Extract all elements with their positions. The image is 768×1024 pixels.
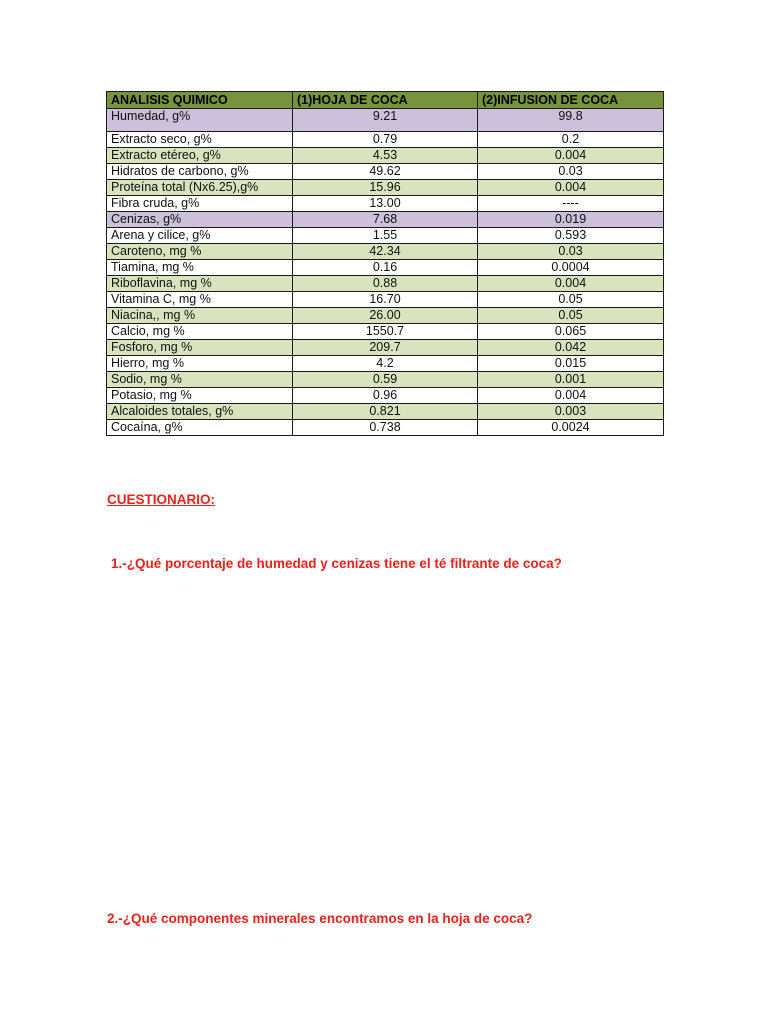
cell-infusion: 0.019 [478, 212, 664, 228]
cell-analisis: Niacina,, mg % [107, 308, 293, 324]
cell-hoja: 4.2 [293, 356, 478, 372]
table-row [107, 148, 664, 164]
cell-analisis: Arena y cilice, g% [107, 228, 293, 244]
cell-analisis: Fosforo, mg % [107, 340, 293, 356]
table-row [107, 260, 664, 276]
cell-infusion: 0.015 [478, 356, 664, 372]
cell-analisis: Humedad, g% [107, 109, 293, 132]
question-2: 2.-¿Qué componentes minerales encontramos en la hoja de coca? [107, 911, 533, 926]
cuestionario-heading: CUESTIONARIO: [107, 492, 215, 507]
cell-analisis: Hidratos de carbono, g% [107, 164, 293, 180]
table-row [107, 372, 664, 388]
cell-analisis: Sodio, mg % [107, 372, 293, 388]
table-row [107, 404, 664, 420]
table-row [107, 324, 664, 340]
cell-hoja: 4.53 [293, 148, 478, 164]
cell-hoja: 15.96 [293, 180, 478, 196]
table-row [107, 276, 664, 292]
table-header-row [107, 92, 664, 109]
cell-infusion: 0.03 [478, 164, 664, 180]
cell-hoja: 42.34 [293, 244, 478, 260]
cell-infusion: 0.004 [478, 180, 664, 196]
cell-hoja: 0.738 [293, 420, 478, 436]
cell-hoja: 49.62 [293, 164, 478, 180]
header-hoja: (1)HOJA DE COCA [293, 92, 478, 109]
table-row [107, 244, 664, 260]
cell-analisis: Potasio, mg % [107, 388, 293, 404]
cell-hoja: 0.96 [293, 388, 478, 404]
cell-infusion: 0.0024 [478, 420, 664, 436]
cell-hoja: 209.7 [293, 340, 478, 356]
table-row [107, 212, 664, 228]
cell-infusion: 0.05 [478, 292, 664, 308]
table-row [107, 228, 664, 244]
cell-infusion: 0.004 [478, 388, 664, 404]
cell-infusion: 0.2 [478, 132, 664, 148]
table-row [107, 292, 664, 308]
cell-hoja: 0.79 [293, 132, 478, 148]
cell-analisis: Caroteno, mg % [107, 244, 293, 260]
cell-hoja: 0.821 [293, 404, 478, 420]
table-row [107, 132, 664, 148]
cell-analisis: Hierro, mg % [107, 356, 293, 372]
cell-infusion: 0.0004 [478, 260, 664, 276]
cell-analisis: Extracto etéreo, g% [107, 148, 293, 164]
table-body [107, 109, 664, 436]
table-row [107, 388, 664, 404]
cell-analisis: Cocaína, g% [107, 420, 293, 436]
cell-infusion: 99.8 [478, 109, 664, 132]
cell-analisis: Vitamina C, mg % [107, 292, 293, 308]
cell-analisis: Tiamina, mg % [107, 260, 293, 276]
cell-hoja: 16.70 [293, 292, 478, 308]
cell-hoja: 0.59 [293, 372, 478, 388]
table-row [107, 164, 664, 180]
cell-hoja: 1550.7 [293, 324, 478, 340]
question-1: 1.-¿Qué porcentaje de humedad y cenizas tiene el té filtrante de coca? [111, 556, 562, 571]
header-analisis: ANALISIS QUIMICO [107, 92, 293, 109]
cell-infusion: ---- [478, 196, 664, 212]
cell-infusion: 0.003 [478, 404, 664, 420]
table-row [107, 308, 664, 324]
cell-analisis: Extracto seco, g% [107, 132, 293, 148]
cell-infusion: 0.001 [478, 372, 664, 388]
table-row [107, 420, 664, 436]
table-row [107, 340, 664, 356]
table-row [107, 196, 664, 212]
cell-infusion: 0.03 [478, 244, 664, 260]
cell-analisis: Calcio, mg % [107, 324, 293, 340]
cell-hoja: 1.55 [293, 228, 478, 244]
table-row [107, 180, 664, 196]
chemical-analysis-table [106, 91, 664, 436]
cell-analisis: Proteína total (Nx6.25),g% [107, 180, 293, 196]
table-row [107, 356, 664, 372]
cell-infusion: 0.004 [478, 276, 664, 292]
table-row [107, 109, 664, 132]
cell-hoja: 0.16 [293, 260, 478, 276]
cell-hoja: 7.68 [293, 212, 478, 228]
cell-analisis: Fibra cruda, g% [107, 196, 293, 212]
header-infusion: (2)INFUSION DE COCA [478, 92, 664, 109]
cell-infusion: 0.004 [478, 148, 664, 164]
cell-hoja: 13.00 [293, 196, 478, 212]
cell-hoja: 9.21 [293, 109, 478, 132]
cell-infusion: 0.042 [478, 340, 664, 356]
cell-infusion: 0.05 [478, 308, 664, 324]
cell-analisis: Alcaloides totales, g% [107, 404, 293, 420]
cell-analisis: Cenizas, g% [107, 212, 293, 228]
cell-infusion: 0.065 [478, 324, 664, 340]
cell-analisis: Riboflavina, mg % [107, 276, 293, 292]
cell-infusion: 0.593 [478, 228, 664, 244]
cell-hoja: 0.88 [293, 276, 478, 292]
cell-hoja: 26.00 [293, 308, 478, 324]
